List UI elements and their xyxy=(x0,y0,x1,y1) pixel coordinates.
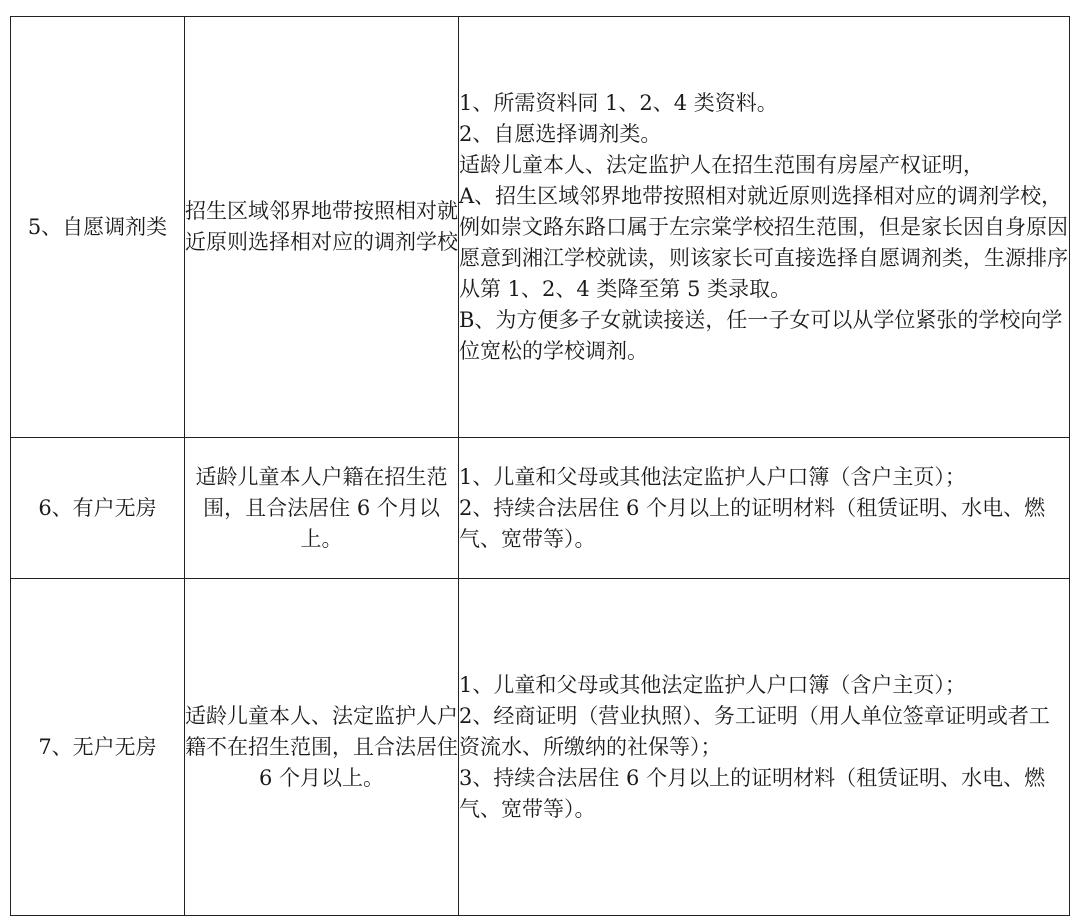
category-label: 7、无户无房 xyxy=(38,734,157,759)
materials-line: 2、经商证明（营业执照）、务工证明（用人单位签章证明或者工资流水、所缴纳的社保等）； xyxy=(459,703,1050,759)
materials-line: 2、持续合法居住 6 个月以上的证明材料（租赁证明、水电、燃气、宽带等）。 xyxy=(459,495,1046,551)
table-row xyxy=(11,579,1070,916)
materials-line: 1、所需资料同 1、2、4 类资料。 xyxy=(459,90,778,115)
materials-cell xyxy=(459,579,1070,916)
materials-cell xyxy=(459,438,1070,579)
enrollment-category-table xyxy=(10,16,1070,916)
condition-cell xyxy=(185,17,459,438)
materials-line: 2、自愿选择调剂类。 xyxy=(459,121,662,146)
category-label: 5、自愿调剂类 xyxy=(27,214,168,239)
category-cell xyxy=(11,438,185,579)
materials-line: A、招生区域邻界地带按照相对就近原则选择相对应的调剂学校，例如崇文路东路口属于左宗棠学校招生范围，但是家长因自身原因愿意到湘江学校就读，则该家长可直接选择自愿调剂类，生源排序从第 1、2、4 类降至第 5 类录取。 xyxy=(459,183,1068,301)
condition-text: 适龄儿童本人户籍在招生范围，且合法居住 6 个月以上。 xyxy=(195,464,448,551)
condition-text: 招生区域邻界地带按照相对就近原则选择相对应的调剂学校 xyxy=(185,199,458,254)
category-cell xyxy=(11,17,185,438)
materials-line: B、为方便多子女就读接送，任一子女可以从学位紧张的学校向学位宽松的学校调剂。 xyxy=(459,307,1063,363)
table-row xyxy=(11,438,1070,579)
materials-line: 1、儿童和父母或其他法定监护人户口簿（含户主页）； xyxy=(459,464,966,489)
condition-cell xyxy=(185,438,459,579)
materials-cell xyxy=(459,17,1070,438)
condition-cell xyxy=(185,579,459,916)
materials-line: 1、儿童和父母或其他法定监护人户口簿（含户主页）； xyxy=(459,672,966,697)
condition-text: 适龄儿童本人、法定监护人户籍不在招生范围，且合法居住 6 个月以上。 xyxy=(185,703,458,790)
category-cell xyxy=(11,579,185,916)
materials-line: 3、持续合法居住 6 个月以上的证明材料（租赁证明、水电、燃气、宽带等）。 xyxy=(459,765,1046,821)
category-label: 6、有户无房 xyxy=(38,495,157,520)
materials-line: 适龄儿童本人、法定监护人在招生范围有房屋产权证明， xyxy=(459,152,984,177)
table-row xyxy=(11,17,1070,438)
